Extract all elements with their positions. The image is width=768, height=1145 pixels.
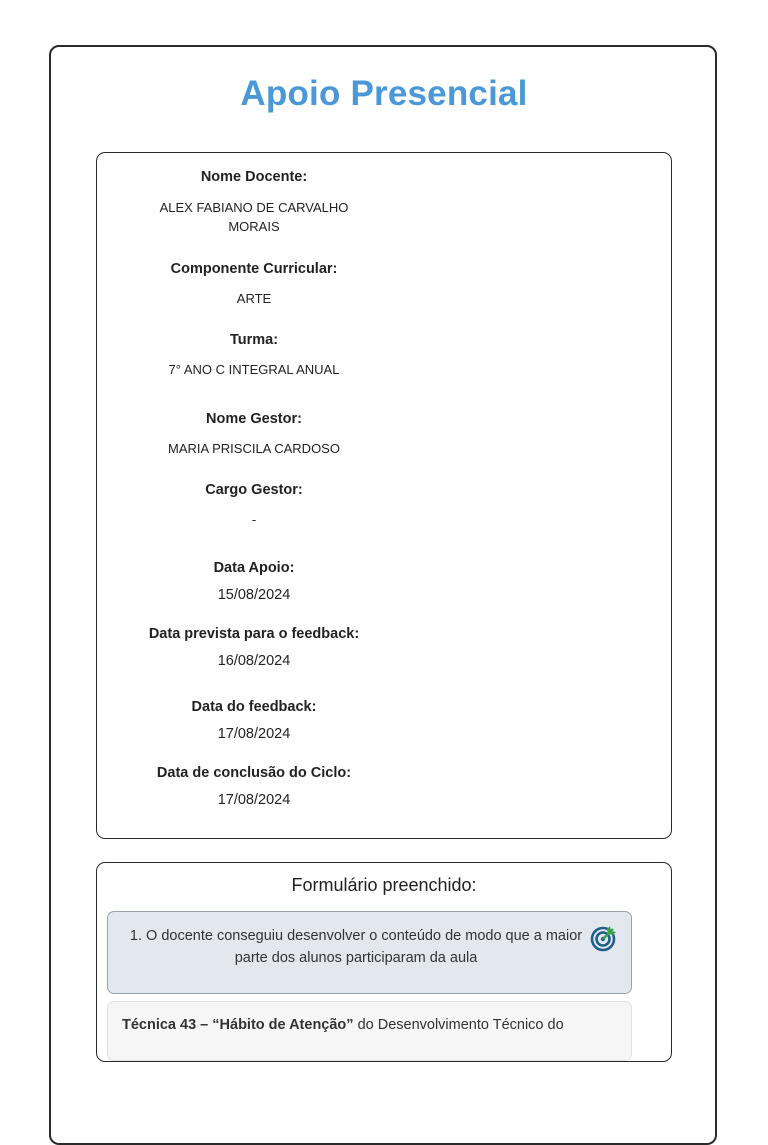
field-data-prevista — [96, 625, 412, 671]
field-nome-gestor — [96, 410, 412, 458]
data-prevista-value: 16/08/2024 — [217, 653, 291, 669]
data-feedback-label: Data do feedback: — [191, 699, 317, 715]
field-data-apoio — [96, 559, 412, 605]
answer-rest-text: do Desenvolvimento Técnico do — [353, 1017, 564, 1033]
page-title: Apoio Presencial — [240, 74, 528, 113]
data-conclusao-value: 17/08/2024 — [217, 792, 291, 808]
cargo-gestor-value: - — [251, 512, 257, 527]
nome-gestor-value: MARIA PRISCILA CARDOSO — [168, 441, 340, 456]
nome-gestor-label: Nome Gestor: — [206, 411, 302, 427]
answer-text — [122, 1017, 622, 1033]
componente-label: Componente Curricular: — [170, 261, 338, 277]
field-turma — [96, 331, 412, 379]
data-prevista-label: Data prevista para o feedback: — [148, 626, 360, 642]
nome-docente-label: Nome Docente: — [200, 169, 308, 185]
data-feedback-value: 17/08/2024 — [217, 726, 291, 742]
turma-label: Turma: — [229, 332, 279, 348]
field-data-feedback — [96, 698, 412, 744]
question-text: 1. O docente conseguiu desenvolver o conteúdo de modo que a maior parte dos alunos participaram da aula — [129, 928, 583, 966]
target-icon[interactable] — [590, 924, 618, 952]
data-apoio-value: 15/08/2024 — [217, 587, 291, 603]
componente-value: ARTE — [236, 291, 272, 306]
field-nome-docente — [96, 168, 412, 236]
answer-bold-text: Técnica 43 – “Hábito de Atenção” — [122, 1017, 354, 1033]
field-data-conclusao — [96, 764, 412, 810]
field-componente — [96, 260, 412, 308]
field-cargo-gestor — [96, 481, 412, 529]
cargo-gestor-label: Cargo Gestor: — [205, 482, 303, 498]
nome-docente-value: ALEX FABIANO DE CARVALHO MORAIS — [159, 200, 349, 234]
data-conclusao-label: Data de conclusão do Ciclo: — [156, 765, 352, 781]
form-title: Formulário preenchido: — [291, 875, 477, 895]
turma-value: 7° ANO C INTEGRAL ANUAL — [168, 362, 340, 377]
data-apoio-label: Data Apoio: — [213, 560, 295, 576]
